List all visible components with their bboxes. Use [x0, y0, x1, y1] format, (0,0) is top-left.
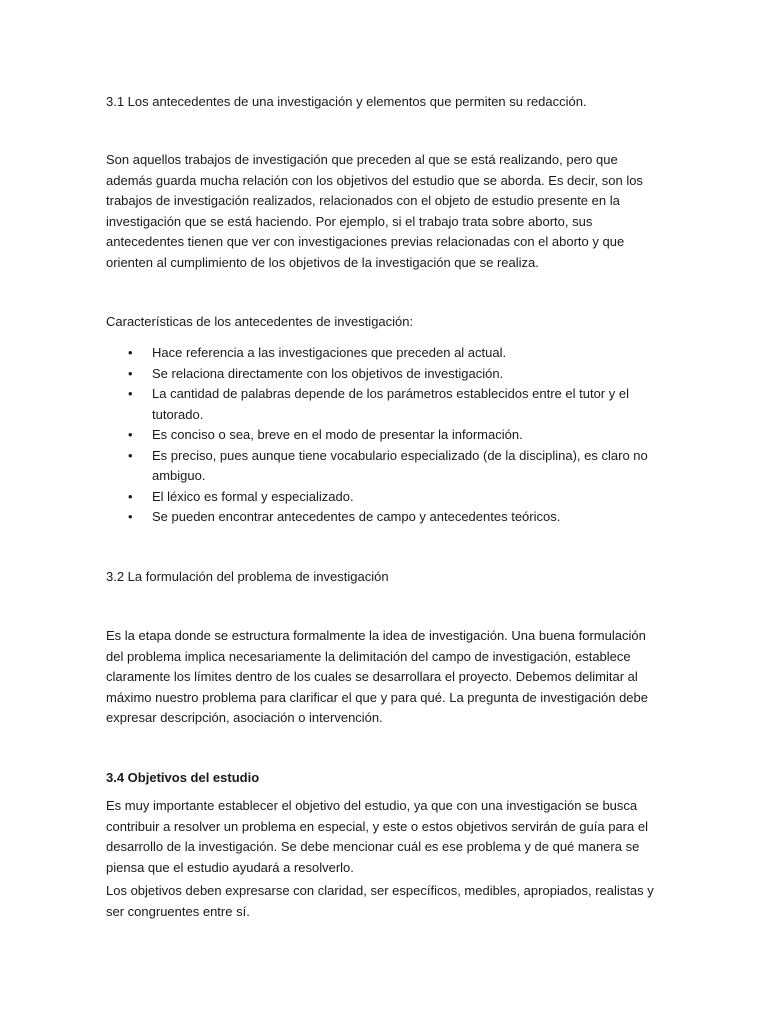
list-item	[106, 507, 666, 528]
section-3-4-paragraph-1: Es muy importante establecer el objetivo del estudio, ya que con una investigación se busca contribuir a resolver un problema en especial, y este o estos objetivos servirán de guía para el desarrollo de la investigación. Se debe mencionar cuál es ese problema y de qué manera se piensa que el estudio ayudará a resolverlo.	[106, 798, 648, 875]
list-item-text: Se relaciona directamente con los objetivos de investigación.	[152, 365, 504, 381]
list-item	[106, 446, 666, 487]
bullet-icon: •	[128, 345, 133, 360]
list-item	[106, 487, 666, 508]
section-3-1-paragraph: Son aquellos trabajos de investigación que preceden al que se está realizando, pero que además guarda mucha relación con los objetivos del estudio que se aborda. Es decir, son los trabajos de investigación realizados, relacionados con el objeto de estudio presente en la investigación que se está haciendo. Por ejemplo, si el trabajo trata sobre aborto, sus antecedentes tienen que ver con investigaciones previas relacionadas con el aborto y que orienten al cumplimiento de los objetivos de la investigación que se realiza.	[106, 152, 643, 270]
bullet-icon: •	[128, 386, 133, 401]
section-3-4-paragraph-2: Los objetivos deben expresarse con claridad, ser específicos, medibles, apropiados, realistas y ser congruentes entre sí.	[106, 883, 654, 919]
bullet-icon: •	[128, 488, 133, 504]
characteristics-title: Características de los antecedentes de investigación:	[106, 314, 414, 329]
bullet-icon: •	[128, 365, 133, 381]
list-item-text: El léxico es formal y especializado.	[152, 488, 354, 504]
list-item-text: Es preciso, pues aunque tiene vocabulario especializado (de la disciplina), es claro no ambiguo.	[152, 447, 648, 483]
section-3-4-heading: 3.4 Objetivos del estudio	[106, 770, 260, 785]
list-item	[106, 425, 666, 446]
section-3-1-heading: 3.1 Los antecedentes de una investigación y elementos que permiten su redacción.	[106, 94, 587, 109]
list-item	[106, 343, 666, 364]
list-item	[106, 384, 666, 425]
bullet-icon: •	[128, 447, 133, 463]
section-3-2-paragraph: Es la etapa donde se estructura formalmente la idea de investigación. Una buena formulación del problema implica necesariamente la delimitación del campo de investigación, establece claramente los límites dentro de los cuales se desarrollara el proyecto. Debemos delimitar al máximo nuestro problema para clarificar el que y para qué. La pregunta de investigación debe expresar descripción, asociación o intervención.	[106, 628, 648, 725]
section-3-2-heading: 3.2 La formulación del problema de investigación	[106, 569, 389, 584]
list-item-text: Se pueden encontrar antecedentes de campo y antecedentes teóricos.	[152, 509, 561, 524]
characteristics-list	[106, 343, 666, 528]
bullet-icon: •	[128, 509, 133, 524]
list-item	[106, 364, 666, 385]
list-item-text: Es conciso o sea, breve en el modo de presentar la información.	[152, 427, 523, 442]
list-item-text: La cantidad de palabras depende de los parámetros establecidos entre el tutor y el tutorado.	[152, 386, 629, 422]
bullet-icon: •	[128, 427, 133, 442]
list-item-text: Hace referencia a las investigaciones que preceden al actual.	[152, 345, 507, 360]
